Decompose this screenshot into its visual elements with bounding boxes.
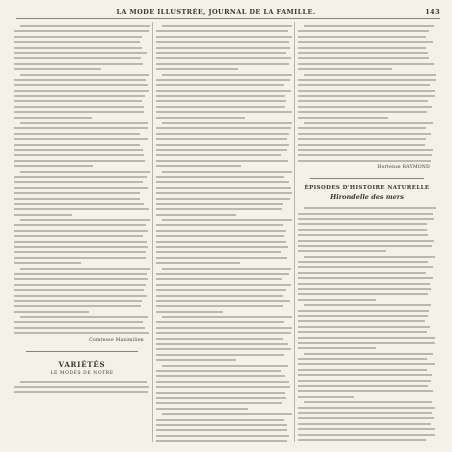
- text-block: [156, 25, 292, 444]
- text-line: [298, 149, 433, 151]
- text-line: [156, 295, 283, 297]
- text-line: [298, 299, 376, 301]
- text-line: [14, 90, 149, 92]
- text-line: [14, 295, 147, 297]
- text-line: [156, 289, 286, 291]
- text-line: [298, 47, 426, 49]
- text-line: [14, 84, 148, 86]
- text-line: [156, 149, 287, 151]
- section-title: ÉPISODES D'HISTOIRE NATURELLE: [304, 185, 430, 192]
- text-line: [14, 63, 143, 65]
- text-line: [298, 434, 435, 436]
- text-line: [14, 284, 146, 286]
- text-line: [156, 321, 284, 323]
- text-line: [298, 261, 428, 263]
- text-line: [298, 423, 431, 425]
- text-line: [14, 79, 146, 81]
- text-line: [304, 207, 436, 209]
- text-line: [156, 36, 292, 38]
- text-line: [156, 354, 284, 356]
- text-line: [298, 84, 430, 86]
- text-line: [14, 273, 147, 275]
- text-line: [298, 218, 434, 220]
- text-line: [156, 370, 281, 372]
- text-line: [298, 272, 426, 274]
- text-line: [156, 262, 240, 264]
- text-line: [298, 229, 427, 231]
- text-line: [14, 203, 144, 205]
- text-line: [156, 198, 290, 200]
- text-line: [298, 380, 431, 382]
- text-line: [14, 391, 148, 393]
- text-line: [298, 277, 433, 279]
- text-line: [156, 138, 287, 140]
- text-line: [298, 315, 428, 317]
- text-line: [156, 95, 285, 97]
- text-line: [298, 138, 426, 140]
- text-line: [156, 235, 284, 237]
- text-line: [20, 171, 150, 173]
- text-line: [14, 251, 146, 253]
- column-divider: [294, 22, 295, 442]
- text-line: [298, 90, 435, 92]
- text-line: [156, 47, 290, 49]
- text-line: [304, 74, 436, 76]
- text-line: [156, 111, 292, 113]
- text-line: [298, 36, 426, 38]
- text-line: [156, 203, 283, 205]
- text-line: [298, 250, 386, 252]
- text-line: [156, 84, 284, 86]
- text-line: [156, 176, 284, 178]
- text-line: [14, 386, 149, 388]
- text-line: [156, 192, 292, 194]
- text-line: [298, 41, 433, 43]
- text-line: [14, 133, 140, 135]
- text-line: [14, 100, 142, 102]
- text-line: [14, 95, 145, 97]
- text-line: [298, 133, 431, 135]
- text-line: [156, 397, 286, 399]
- text-line: [156, 284, 291, 286]
- text-line: [298, 331, 427, 333]
- text-line: [156, 144, 289, 146]
- text-line: [298, 213, 433, 215]
- text-line: [14, 224, 146, 226]
- section-rule: [26, 351, 138, 352]
- text-line: [298, 160, 431, 162]
- signature: Comtesse Maximilien: [89, 337, 144, 343]
- text-line: [304, 122, 433, 124]
- text-line: [156, 127, 291, 129]
- text-line: [298, 363, 435, 365]
- text-line: [156, 338, 283, 340]
- text-line: [156, 392, 285, 394]
- text-line: [156, 224, 283, 226]
- text-line: [162, 219, 292, 221]
- text-line: [156, 402, 282, 404]
- text-line: [14, 165, 93, 167]
- text-line: [14, 176, 147, 178]
- column-divider: [152, 22, 153, 442]
- text-line: [14, 106, 144, 108]
- text-line: [162, 25, 292, 27]
- text-line: [298, 417, 434, 419]
- text-line: [298, 52, 428, 54]
- text-line: [304, 353, 433, 355]
- section-rule: [310, 178, 424, 179]
- text-line: [14, 305, 141, 307]
- text-line: [298, 240, 434, 242]
- text-line: [298, 390, 433, 392]
- text-line: [156, 375, 285, 377]
- text-line: [14, 138, 148, 140]
- text-line: [14, 47, 142, 49]
- text-line: [14, 278, 148, 280]
- text-line: [162, 268, 291, 270]
- text-line: [298, 358, 427, 360]
- section-title: VARIÉTÉS: [58, 359, 106, 369]
- text-line: [14, 41, 140, 43]
- text-line: [162, 413, 292, 415]
- text-line: [14, 117, 92, 119]
- text-line: [156, 251, 281, 253]
- text-line: [162, 316, 292, 318]
- text-line: [156, 230, 286, 232]
- text-block: [298, 25, 436, 162]
- text-line: [14, 262, 81, 264]
- text-line: [156, 419, 284, 421]
- text-line: [156, 424, 287, 426]
- text-line: [298, 288, 431, 290]
- text-line: [14, 230, 148, 232]
- text-line: [156, 133, 289, 135]
- text-line: [20, 74, 149, 76]
- text-block: [298, 207, 436, 444]
- text-line: [162, 74, 292, 76]
- text-line: [298, 79, 436, 81]
- text-line: [304, 304, 431, 306]
- text-line: [14, 30, 149, 32]
- text-line: [298, 245, 432, 247]
- section-subtitle: LE MODES DE NOTRE: [50, 370, 114, 376]
- text-block: [14, 381, 150, 394]
- text-line: [156, 30, 288, 32]
- text-line: [156, 100, 286, 102]
- text-line: [298, 320, 425, 322]
- text-line: [298, 127, 426, 129]
- text-line: [14, 300, 142, 302]
- text-line: [156, 348, 291, 350]
- text-line: [156, 273, 289, 275]
- text-line: [156, 106, 285, 108]
- text-line: [156, 214, 236, 216]
- text-line: [298, 117, 388, 119]
- text-line: [156, 332, 291, 334]
- text-line: [298, 407, 435, 409]
- text-line: [14, 149, 143, 151]
- text-line: [156, 208, 282, 210]
- text-line: [298, 428, 435, 430]
- text-line: [156, 154, 281, 156]
- text-line: [20, 122, 148, 124]
- text-line: [156, 246, 288, 248]
- text-line: [20, 381, 147, 383]
- text-line: [298, 342, 435, 344]
- text-line: [156, 257, 287, 259]
- text-line: [298, 68, 392, 70]
- text-line: [298, 385, 428, 387]
- page-number: 143: [425, 8, 440, 16]
- text-line: [298, 293, 428, 295]
- text-line: [156, 41, 289, 43]
- text-line: [14, 214, 72, 216]
- text-line: [14, 235, 143, 237]
- column-left: [14, 22, 150, 444]
- text-line: [304, 25, 434, 27]
- text-line: [14, 36, 142, 38]
- text-line: [20, 316, 148, 318]
- text-line: [298, 144, 425, 146]
- text-line: [14, 187, 148, 189]
- text-line: [298, 266, 433, 268]
- text-line: [298, 310, 429, 312]
- text-line: [156, 359, 236, 361]
- text-line: [156, 165, 241, 167]
- text-line: [14, 327, 145, 329]
- text-line: [20, 25, 150, 27]
- text-line: [14, 127, 148, 129]
- text-line: [14, 144, 140, 146]
- text-line: [14, 208, 149, 210]
- text-line: [298, 234, 428, 236]
- text-line: [298, 396, 354, 398]
- text-line: [14, 154, 144, 156]
- text-line: [162, 365, 288, 367]
- text-line: [156, 68, 238, 70]
- text-line: [156, 305, 283, 307]
- column-middle: [156, 22, 292, 444]
- text-block: [14, 25, 150, 334]
- text-line: [156, 52, 286, 54]
- text-line: [14, 111, 144, 113]
- text-line: [156, 386, 290, 388]
- text-line: [156, 381, 289, 383]
- text-line: [20, 219, 150, 221]
- text-line: [156, 343, 288, 345]
- text-line: [156, 90, 291, 92]
- text-line: [156, 57, 291, 59]
- text-line: [156, 63, 289, 65]
- text-line: [14, 68, 101, 70]
- text-line: [156, 117, 245, 119]
- signature: Hortense RAYMOND: [377, 165, 430, 171]
- page-header: [16, 6, 440, 19]
- text-line: [14, 198, 140, 200]
- text-line: [14, 52, 147, 54]
- text-line: [156, 79, 290, 81]
- text-line: [14, 311, 89, 313]
- text-line: [14, 321, 143, 323]
- text-line: [304, 401, 432, 403]
- text-line: [298, 374, 432, 376]
- article-subheading: Hirondelle des mers: [330, 193, 404, 202]
- text-line: [156, 278, 282, 280]
- text-line: [14, 192, 140, 194]
- text-line: [156, 300, 290, 302]
- text-line: [156, 187, 291, 189]
- text-line: [298, 63, 434, 65]
- text-line: [14, 241, 147, 243]
- text-line: [298, 154, 432, 156]
- text-line: [298, 283, 430, 285]
- text-line: [156, 311, 223, 313]
- text-line: [298, 347, 376, 349]
- text-line: [298, 100, 428, 102]
- text-line: [298, 369, 427, 371]
- text-line: [162, 171, 292, 173]
- text-line: [14, 257, 146, 259]
- text-line: [156, 408, 248, 410]
- text-line: [14, 160, 145, 162]
- text-line: [298, 57, 429, 59]
- text-line: [156, 327, 292, 329]
- text-line: [20, 268, 150, 270]
- text-line: [14, 289, 144, 291]
- text-line: [156, 160, 288, 162]
- text-line: [14, 57, 141, 59]
- text-line: [156, 241, 286, 243]
- text-line: [298, 412, 432, 414]
- text-line: [298, 223, 427, 225]
- text-line: [298, 30, 429, 32]
- text-line: [156, 181, 289, 183]
- journal-title: LA MODE ILLUSTRÉE, JOURNAL DE LA FAMILLE.: [116, 8, 316, 16]
- text-line: [298, 106, 432, 108]
- text-line: [156, 435, 289, 437]
- text-line: [298, 337, 435, 339]
- text-line: [298, 95, 435, 97]
- text-line: [304, 256, 435, 258]
- text-line: [298, 326, 430, 328]
- text-line: [156, 440, 287, 442]
- text-line: [298, 111, 427, 113]
- text-line: [156, 429, 287, 431]
- text-line: [162, 122, 292, 124]
- text-line: [298, 439, 426, 441]
- text-line: [14, 246, 148, 248]
- text-line: [14, 181, 143, 183]
- column-right: [298, 22, 436, 444]
- text-line: [14, 332, 149, 334]
